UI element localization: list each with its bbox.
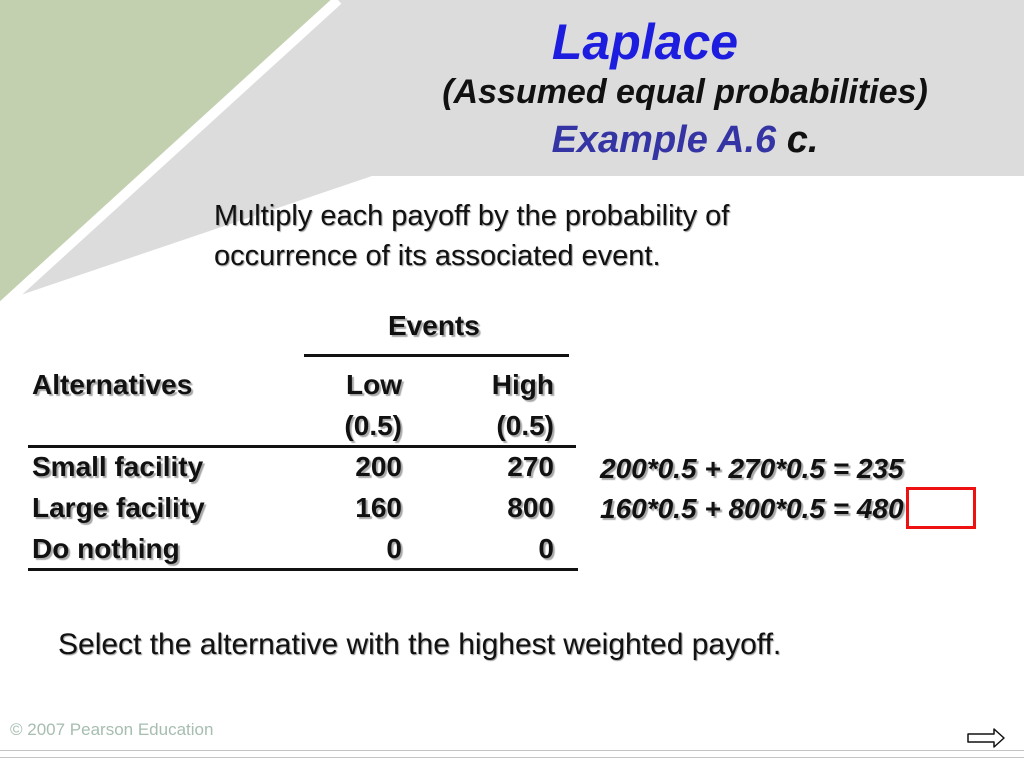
high-header: High bbox=[491, 369, 554, 400]
example-ref: Example A.6 bbox=[551, 119, 777, 161]
highest-payoff-highlight bbox=[906, 487, 976, 529]
high-cell: 800 bbox=[507, 492, 554, 523]
calculation-expression: 200*0.5 + 270*0.5 = bbox=[600, 453, 857, 484]
conclusion-text: Select the alternative with the highest weighted payoff. bbox=[58, 628, 782, 661]
title-block bbox=[300, 14, 990, 164]
example-label bbox=[300, 116, 990, 164]
next-arrow-icon[interactable] bbox=[966, 727, 1006, 749]
alternative-cell: Small facility bbox=[32, 451, 204, 482]
calculation-expression: 160*0.5 + 800*0.5 = bbox=[600, 493, 857, 524]
events-rule bbox=[304, 354, 569, 357]
low-header: Low bbox=[346, 369, 402, 400]
footer-rule bbox=[0, 750, 1024, 751]
probability-row bbox=[32, 406, 562, 446]
high-cell: 270 bbox=[507, 451, 554, 482]
alternatives-header: Alternatives bbox=[32, 369, 193, 400]
table-row bbox=[32, 529, 562, 569]
slide-subtitle: (Assumed equal probabilities) bbox=[442, 73, 928, 111]
footer-rule bbox=[0, 757, 1024, 758]
table-bottom-rule bbox=[28, 568, 578, 571]
low-cell: 0 bbox=[386, 533, 402, 564]
low-cell: 160 bbox=[355, 492, 402, 523]
low-cell: 200 bbox=[355, 451, 402, 482]
calculation-small bbox=[600, 449, 904, 489]
high-cell: 0 bbox=[538, 533, 554, 564]
intro-text: Multiply each payoff by the probability of occurrence of its associated event. bbox=[214, 200, 730, 272]
alternative-cell: Large facility bbox=[32, 492, 205, 523]
high-probability: (0.5) bbox=[496, 410, 554, 441]
low-probability: (0.5) bbox=[344, 410, 402, 441]
calculation-result: 235 bbox=[856, 453, 904, 484]
events-header: Events bbox=[388, 310, 480, 341]
alternative-cell: Do nothing bbox=[32, 533, 180, 564]
copyright-footer: © 2007 Pearson Education bbox=[10, 720, 214, 739]
calculation-large bbox=[600, 489, 904, 529]
table-header-row bbox=[32, 365, 562, 405]
table-row bbox=[32, 447, 562, 487]
table-row bbox=[32, 488, 562, 528]
example-suffix: c. bbox=[786, 119, 819, 161]
slide-title: Laplace bbox=[551, 14, 739, 70]
calculation-result: 480 bbox=[856, 493, 904, 524]
